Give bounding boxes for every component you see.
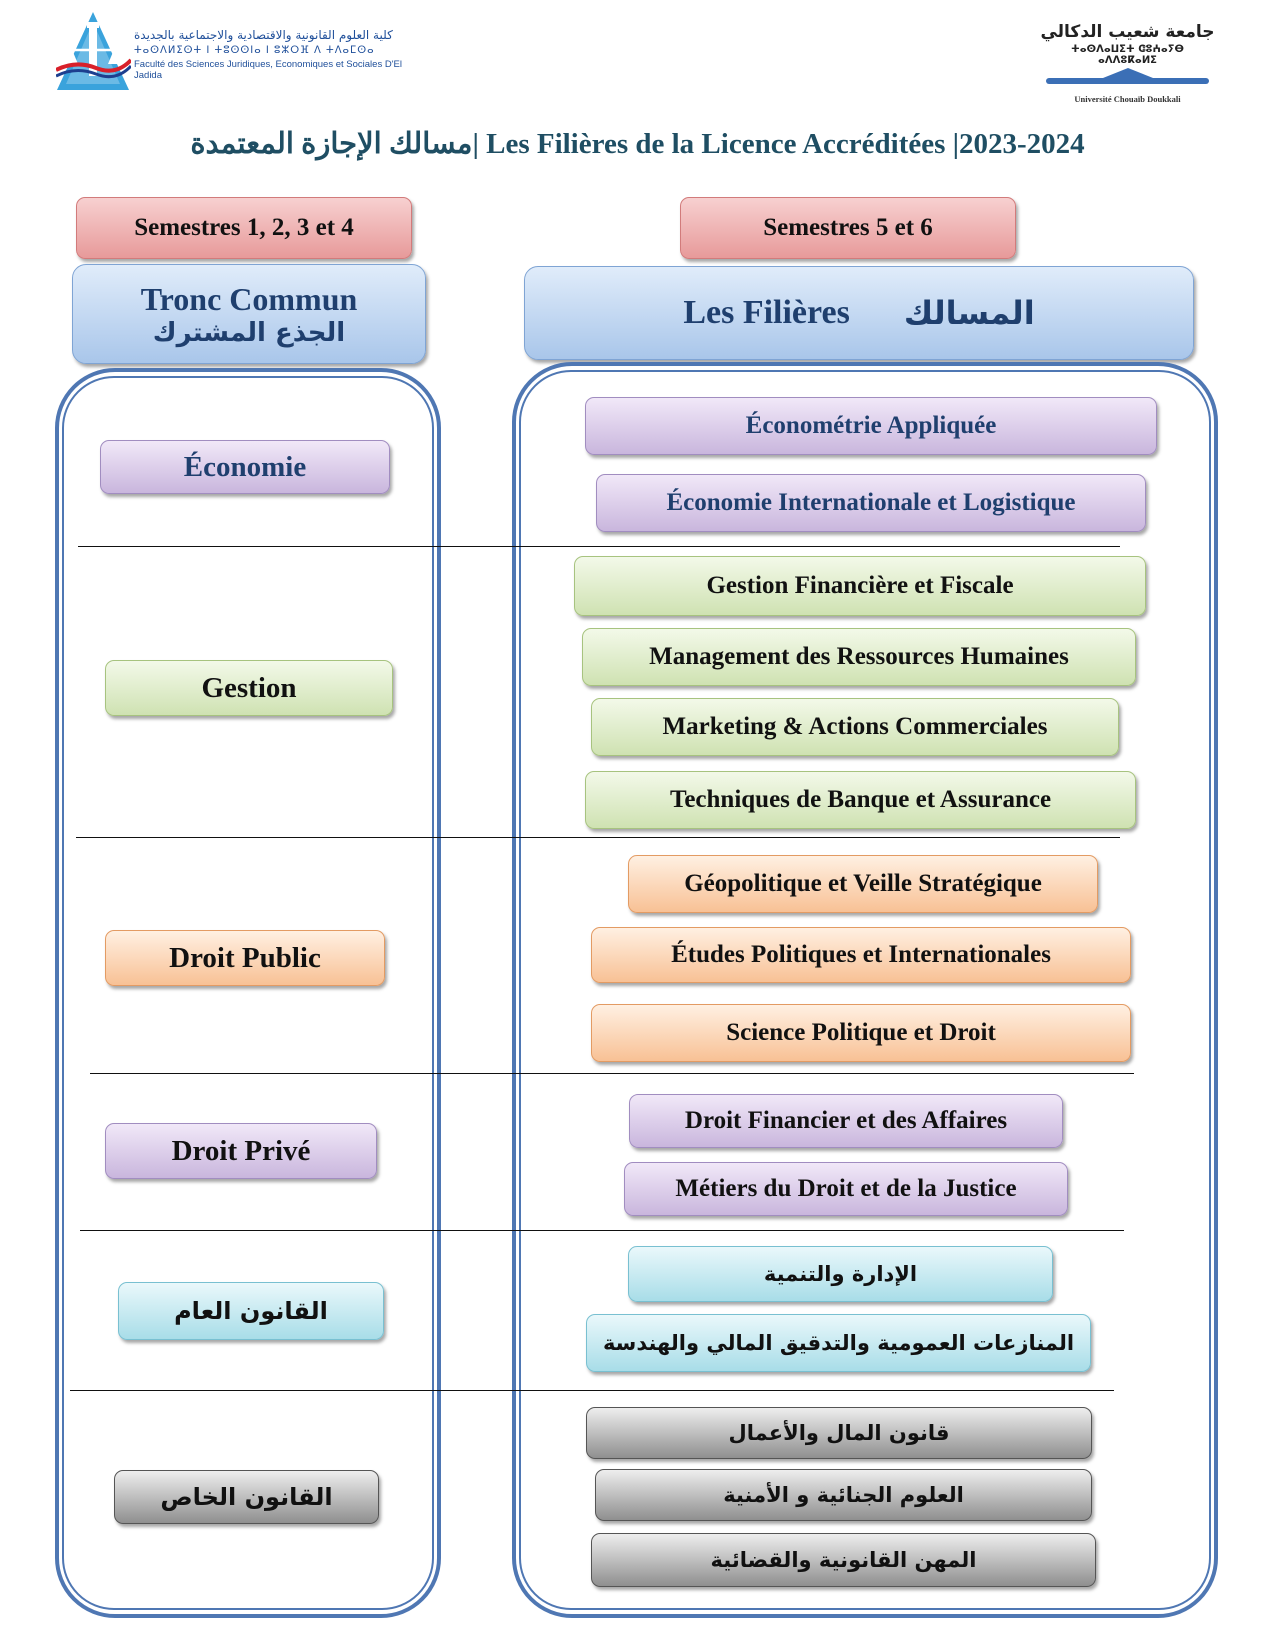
filiere-marketing: Marketing & Actions Commerciales xyxy=(591,698,1119,756)
filiere-management-rh: Management des Ressources Humaines xyxy=(582,628,1136,686)
filiere-science-politique: Science Politique et Droit xyxy=(591,1004,1131,1062)
filiere-qanun-mal-aamal: قانون المال والأعمال xyxy=(586,1407,1092,1459)
tronc-commun-fr: Tronc Commun xyxy=(140,280,358,317)
tronc-item-gestion: Gestion xyxy=(105,660,393,716)
left-column-frame-inner xyxy=(62,376,434,1610)
filiere-geopolitique: Géopolitique et Veille Stratégique xyxy=(628,855,1098,913)
filiere-droit-financier: Droit Financier et des Affaires xyxy=(629,1094,1063,1148)
filiere-gestion-financiere: Gestion Financière et Fiscale xyxy=(574,556,1146,616)
filiere-etudes-politiques: Études Politiques et Internationales xyxy=(591,927,1131,983)
filieres-fr: Les Filières xyxy=(683,294,850,331)
filiere-mihan-qanuniya: المهن القانونية والقضائية xyxy=(591,1533,1096,1587)
filiere-idara-tanmiya: الإدارة والتنمية xyxy=(628,1246,1053,1302)
semester-label-left: Semestres 1, 2, 3 et 4 xyxy=(76,197,412,259)
group-divider xyxy=(70,1390,1114,1391)
university-logo xyxy=(1040,22,1215,104)
filiere-ulum-jinaiya: العلوم الجنائية و الأمنية xyxy=(595,1469,1092,1521)
university-name-ar: جامعة شعيب الدكالي xyxy=(1040,22,1215,42)
tronc-commun-ar: الجذع المشترك xyxy=(152,317,346,348)
faculty-name-fr: Faculté des Sciences Juridiques, Economiques et Sociales D'El Jadida xyxy=(134,59,402,81)
group-divider xyxy=(76,837,1120,838)
semester-label-right: Semestres 5 et 6 xyxy=(680,197,1016,259)
filiere-econometrie: Économétrie Appliquée xyxy=(585,397,1157,455)
group-divider xyxy=(78,546,1120,547)
tronc-item-droit-public-ar: القانون العام xyxy=(118,1282,384,1340)
tronc-item-droit-prive-ar: القانون الخاص xyxy=(114,1470,379,1524)
filieres-header xyxy=(524,266,1194,360)
university-name-fr: Université Chouaïb Doukkali xyxy=(1074,94,1181,104)
tronc-item-droit-prive: Droit Privé xyxy=(105,1123,377,1179)
filieres-ar: المسالك xyxy=(903,294,1035,332)
tronc-commun-header xyxy=(72,264,426,364)
university-emblem-icon xyxy=(1040,66,1215,88)
filiere-metiers-droit: Métiers du Droit et de la Justice xyxy=(624,1162,1068,1216)
tronc-item-droit-public: Droit Public xyxy=(105,930,385,986)
faculty-name-tifinagh: ⵜⴰⵙⴷⵍⵉⵙⵜ ⵏ ⵜⵓⵙⵙⵏⴰ ⵏ ⵓⵣⵔⴼ ⴷ ⵜⴷⴰⵎⵙⴰ xyxy=(134,45,375,56)
group-divider xyxy=(80,1230,1124,1231)
filiere-economie-internationale: Économie Internationale et Logistique xyxy=(596,474,1146,532)
faculty-logo xyxy=(56,10,131,92)
group-divider xyxy=(90,1073,1134,1074)
filiere-banque-assurance: Techniques de Banque et Assurance xyxy=(585,771,1136,829)
faculty-name-ar: كلية العلوم القانونية والاقتصادية والاجتماعية بالجديدة xyxy=(134,28,393,42)
university-name-tifinagh: ⵜⴰⵙⴷⴰⵡⵉⵜ ⵛⵓⵄⴰⵢⴱ ⴰⴷⴷⵓⴽⴰⵍⵉ xyxy=(1071,44,1184,66)
filiere-munazaat: المنازعات العمومية والتدقيق المالي والهندسة xyxy=(586,1314,1091,1372)
page-title: مسالك الإجازة المعتمدة| Les Filières de la Licence Accréditées |2023-2024 xyxy=(190,128,1085,160)
tronc-item-economie: Économie xyxy=(100,440,390,494)
faculty-name-block xyxy=(134,28,424,81)
